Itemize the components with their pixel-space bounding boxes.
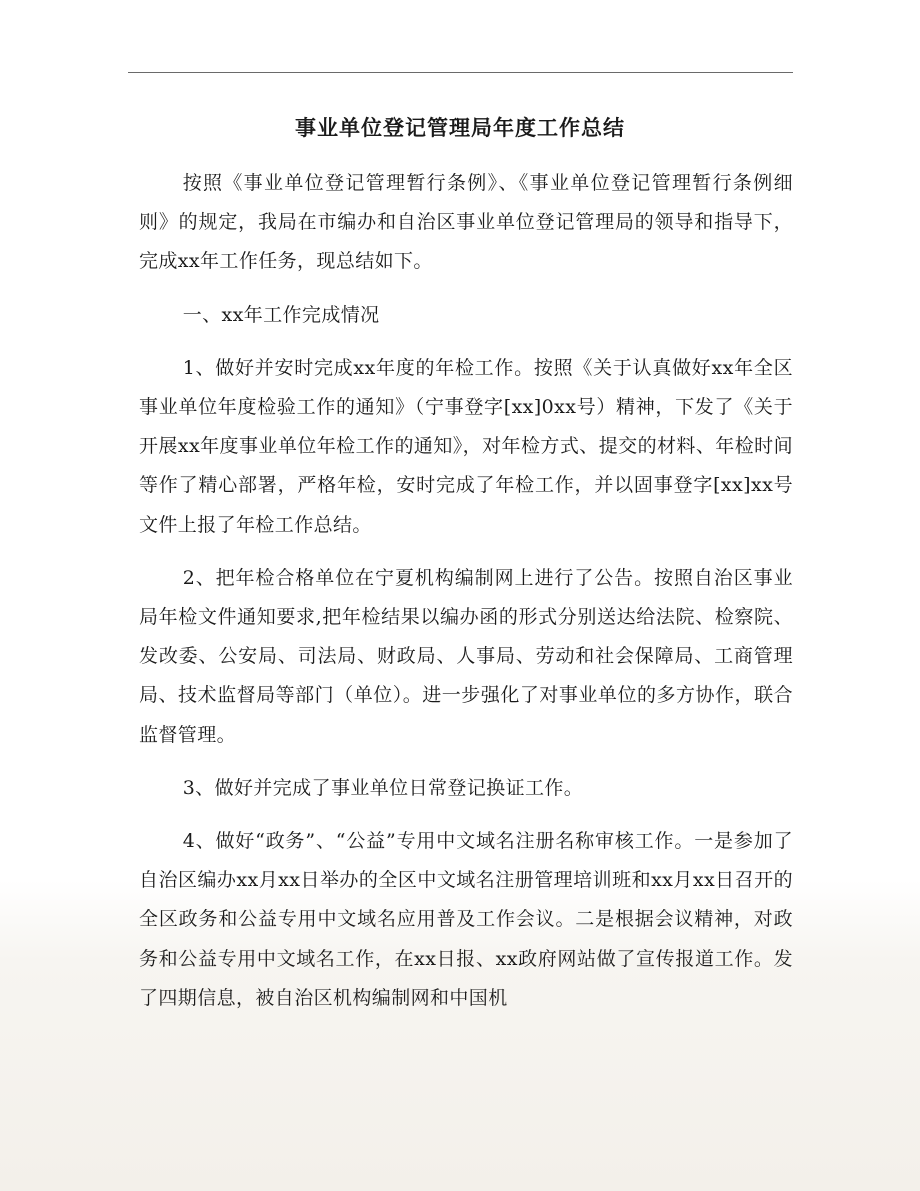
header-rule: [128, 72, 793, 73]
item-2-paragraph: 2、把年检合格单位在宁夏机构编制网上进行了公告。按照自治区事业局年检文件通知要求,把年检结果以编办函的形式分别送达给法院、检察院、发改委、公安局、司法局、财政局、人事局、劳动和社会保障局、工商管理局、技术监督局等部门（单位）。进一步强化了对事业单位的多方协作，联合监督管理。: [139, 566, 793, 746]
document-title: 事业单位登记管理局年度工作总结: [295, 115, 625, 140]
item-4-paragraph: 4、做好“政务”、“公益”专用中文域名注册名称审核工作。一是参加了自治区编办xx月xx日举办的全区中文域名注册管理培训班和xx月xx日召开的全区政务和公益专用中文域名应用普及工作会议。二是根据会议精神，对政务和公益专用中文域名工作，在xx日报、xx政府网站做了宣传报道工作。发了四期信息，被自治区机构编制网和中国机: [139, 830, 793, 1009]
item-3-paragraph: 3、做好并完成了事业单位日常登记换证工作。: [182, 776, 584, 799]
item-1-paragraph: 1、做好并安时完成xx年度的年检工作。按照《关于认真做好xx年全区事业单位年度检验工作的通知》（宁事登字[xx]0xx号）精神，下发了《关于开展xx年度事业单位年检工作的通知》，对年检方式、提交的材料、年检时间等作了精心部署，严格年检，安时完成了年检工作，并以固事登字[xx]xx号文件上报了年检工作总结。: [139, 356, 793, 536]
section-heading: 一、xx年工作完成情况: [182, 303, 380, 326]
document-body: [139, 164, 793, 1032]
intro-paragraph: 按照《事业单位登记管理暂行条例》、《事业单位登记管理暂行条例细则》的规定，我局在市编办和自治区事业单位登记管理局的领导和指导下，完成xx年工作任务，现总结如下。: [139, 172, 793, 273]
